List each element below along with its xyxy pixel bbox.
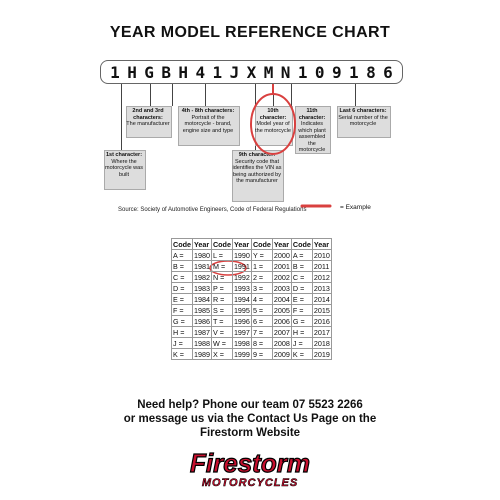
table-cell: A = — [291, 250, 312, 261]
table-cell: 1981 — [193, 261, 210, 271]
help-line-1: Need help? Phone our team 07 5523 2266 — [137, 399, 363, 411]
table-cell: 2014 — [313, 294, 330, 304]
annotation-body: The manufacturer — [126, 121, 170, 127]
table-cell: J = — [291, 338, 312, 349]
vin-character: X — [246, 62, 257, 82]
table-cell: 2003 — [273, 283, 290, 293]
table-header-cell: Code — [252, 239, 271, 249]
table-cell: 8 = — [251, 338, 272, 349]
table-header-cell: Year — [192, 239, 211, 250]
table-row — [172, 261, 332, 272]
table-row — [172, 305, 332, 316]
table-cell: 1982 — [193, 272, 210, 282]
table-cell: 2008 — [273, 338, 290, 348]
annotation-heading: 9th character: — [238, 152, 276, 158]
table-cell: 1984 — [193, 294, 210, 304]
table-row — [172, 327, 332, 338]
table-row — [172, 316, 332, 327]
table-cell: 1988 — [193, 338, 210, 348]
table-cell: 2001 — [273, 261, 290, 271]
table-header-cell: Code — [292, 239, 311, 249]
table-row — [172, 283, 332, 294]
table-cell: 1989 — [193, 349, 210, 359]
annotation-heading: 10th character: — [259, 108, 287, 121]
vin-character: H — [127, 62, 137, 82]
table-cell: P = — [211, 283, 232, 294]
vin-character: M — [263, 62, 274, 82]
page-title: YEAR MODEL REFERENCE CHART — [109, 24, 391, 41]
table-cell: 2016 — [313, 316, 330, 326]
annotation-body: Security code that identifies the VIN as being authorized by the manufacturer — [232, 158, 282, 184]
legend-label: = Example — [340, 204, 371, 211]
vin-character: 4 — [195, 62, 206, 82]
table-cell: C = — [291, 272, 312, 283]
vin-character: 0 — [314, 62, 325, 82]
annotation-heading: 1st character: — [105, 152, 143, 158]
table-cell: F = — [172, 305, 193, 316]
table-row — [172, 294, 332, 305]
table-cell: M = — [211, 261, 232, 272]
table-cell: 1991 — [233, 261, 250, 271]
annotation-heading: 11th character: — [298, 108, 326, 121]
logo-subtitle: MOTORCYCLES — [201, 477, 299, 489]
table-cell: 1999 — [233, 349, 250, 359]
table-cell: D = — [291, 283, 312, 294]
table-cell: 2011 — [312, 261, 331, 272]
table-cell: 1983 — [193, 283, 210, 293]
table-cell: 1985 — [193, 305, 210, 315]
year-code-table — [171, 238, 332, 360]
vin-character: 1 — [212, 62, 223, 82]
table-cell: B = — [291, 261, 312, 272]
vin-character: J — [229, 62, 240, 82]
table-cell: 1998 — [233, 338, 250, 348]
table-cell: L = — [211, 250, 232, 261]
table-cell: V = — [211, 327, 232, 338]
table-header-cell: Code — [173, 239, 191, 249]
vin-character: B — [161, 62, 171, 82]
table-cell: N = — [211, 272, 232, 283]
table-cell: R = — [211, 294, 232, 305]
vin-character: H — [178, 62, 189, 82]
source-note: Source: Society of Automotive Engineers, Code of Federal Regulations — [118, 207, 307, 213]
table-body — [172, 250, 332, 360]
table-cell: 2004 — [273, 294, 290, 304]
table-cell: 2007 — [273, 327, 290, 337]
table-cell: K = — [291, 349, 312, 360]
vin-character: 1 — [349, 62, 359, 82]
table-cell: 3 = — [251, 283, 272, 294]
table-cell: 1995 — [233, 305, 250, 315]
table-header-cell: Year — [272, 239, 291, 250]
table-cell: S = — [211, 305, 232, 316]
table-cell: J = — [172, 338, 193, 349]
table-cell: 2010 — [313, 250, 330, 260]
vin-character: G — [144, 62, 154, 82]
table-cell: X = — [211, 349, 232, 360]
table-cell: W = — [211, 338, 232, 349]
table-cell: 1987 — [193, 327, 210, 337]
table-cell: 1990 — [233, 250, 250, 260]
table-cell: 2 = — [251, 272, 272, 283]
vin-character: N — [280, 62, 291, 82]
table-cell: H = — [172, 327, 193, 338]
vin-character: 6 — [383, 62, 393, 82]
annotation-body: Serial number of the motorcycle — [338, 114, 388, 127]
table-row — [172, 272, 332, 283]
table-cell: E = — [291, 294, 312, 305]
table-header-cell: Code — [212, 239, 231, 249]
table-cell: 1980 — [193, 250, 210, 260]
table-cell: 1986 — [193, 316, 210, 326]
table-cell: 1993 — [233, 283, 250, 293]
table-cell: G = — [172, 316, 193, 327]
table-cell: 2009 — [273, 349, 290, 359]
table-cell: E = — [172, 294, 193, 305]
table-cell: 2013 — [313, 283, 330, 293]
table-cell: 2017 — [313, 327, 330, 337]
table-cell: 1992 — [233, 272, 250, 282]
help-text — [0, 398, 500, 440]
annotation-heading: 4th - 8th characters: — [181, 108, 235, 114]
annotation-heading: Last 6 characters: — [339, 108, 387, 114]
table-cell: C = — [172, 272, 193, 283]
table-cell: K = — [172, 349, 193, 360]
table-cell: A = — [172, 250, 193, 261]
table-cell: 1997 — [233, 327, 250, 337]
table-cell: B = — [172, 261, 193, 272]
table-row — [172, 250, 332, 261]
annotation-heading: 2nd and 3rd characters: — [132, 108, 164, 121]
table-cell: 2018 — [313, 338, 330, 348]
vin-character: 1 — [110, 62, 120, 82]
table-cell: 9 = — [251, 349, 272, 360]
annotation-body: Indicates which plant assembled the motorcycle — [298, 121, 326, 153]
table-cell: 1 = — [251, 261, 272, 272]
table-cell: 2012 — [313, 272, 330, 282]
table-cell: Y = — [251, 250, 272, 261]
vin-character: 9 — [331, 62, 342, 82]
annotation-body: Where the motorcycle was built — [105, 158, 143, 178]
table-cell: G = — [291, 316, 312, 327]
vin-character: 8 — [366, 62, 376, 82]
table-cell: 1996 — [233, 316, 250, 326]
table-header-row — [172, 239, 332, 250]
annotation-body: Portrait of the motorcycle - brand, engine size and type — [182, 114, 234, 134]
table-cell: 2000 — [273, 250, 290, 260]
table-cell: F = — [291, 305, 312, 316]
table-cell: 7 = — [251, 327, 272, 338]
table-cell: 2002 — [273, 272, 290, 282]
table-cell: H = — [291, 327, 312, 338]
vin-character: 1 — [297, 62, 308, 82]
table-header-cell: Year — [312, 239, 331, 250]
table-row — [172, 338, 332, 349]
table-cell: T = — [211, 316, 232, 327]
logo-wordmark: Firestorm — [190, 448, 310, 478]
table-header-cell: Year — [232, 239, 251, 250]
table-cell: 5 = — [251, 305, 272, 316]
help-line-3: Firestorm Website — [199, 427, 301, 439]
table-cell: 6 = — [251, 316, 272, 327]
annotation-body: Model year of the motorcycle — [255, 121, 291, 134]
table-cell: 2019 — [313, 349, 330, 359]
table-cell: 1994 — [233, 294, 250, 304]
table-cell: 2005 — [273, 305, 290, 315]
table-row — [172, 349, 332, 360]
help-line-2: or message us via the Contact Us Page on the — [123, 413, 377, 425]
table-cell: 2006 — [273, 316, 290, 326]
table-cell: 4 = — [251, 294, 272, 305]
highlight-ellipse — [251, 94, 295, 154]
firestorm-logo — [155, 448, 345, 490]
table-cell: 2015 — [313, 305, 330, 315]
table-cell: D = — [172, 283, 193, 294]
